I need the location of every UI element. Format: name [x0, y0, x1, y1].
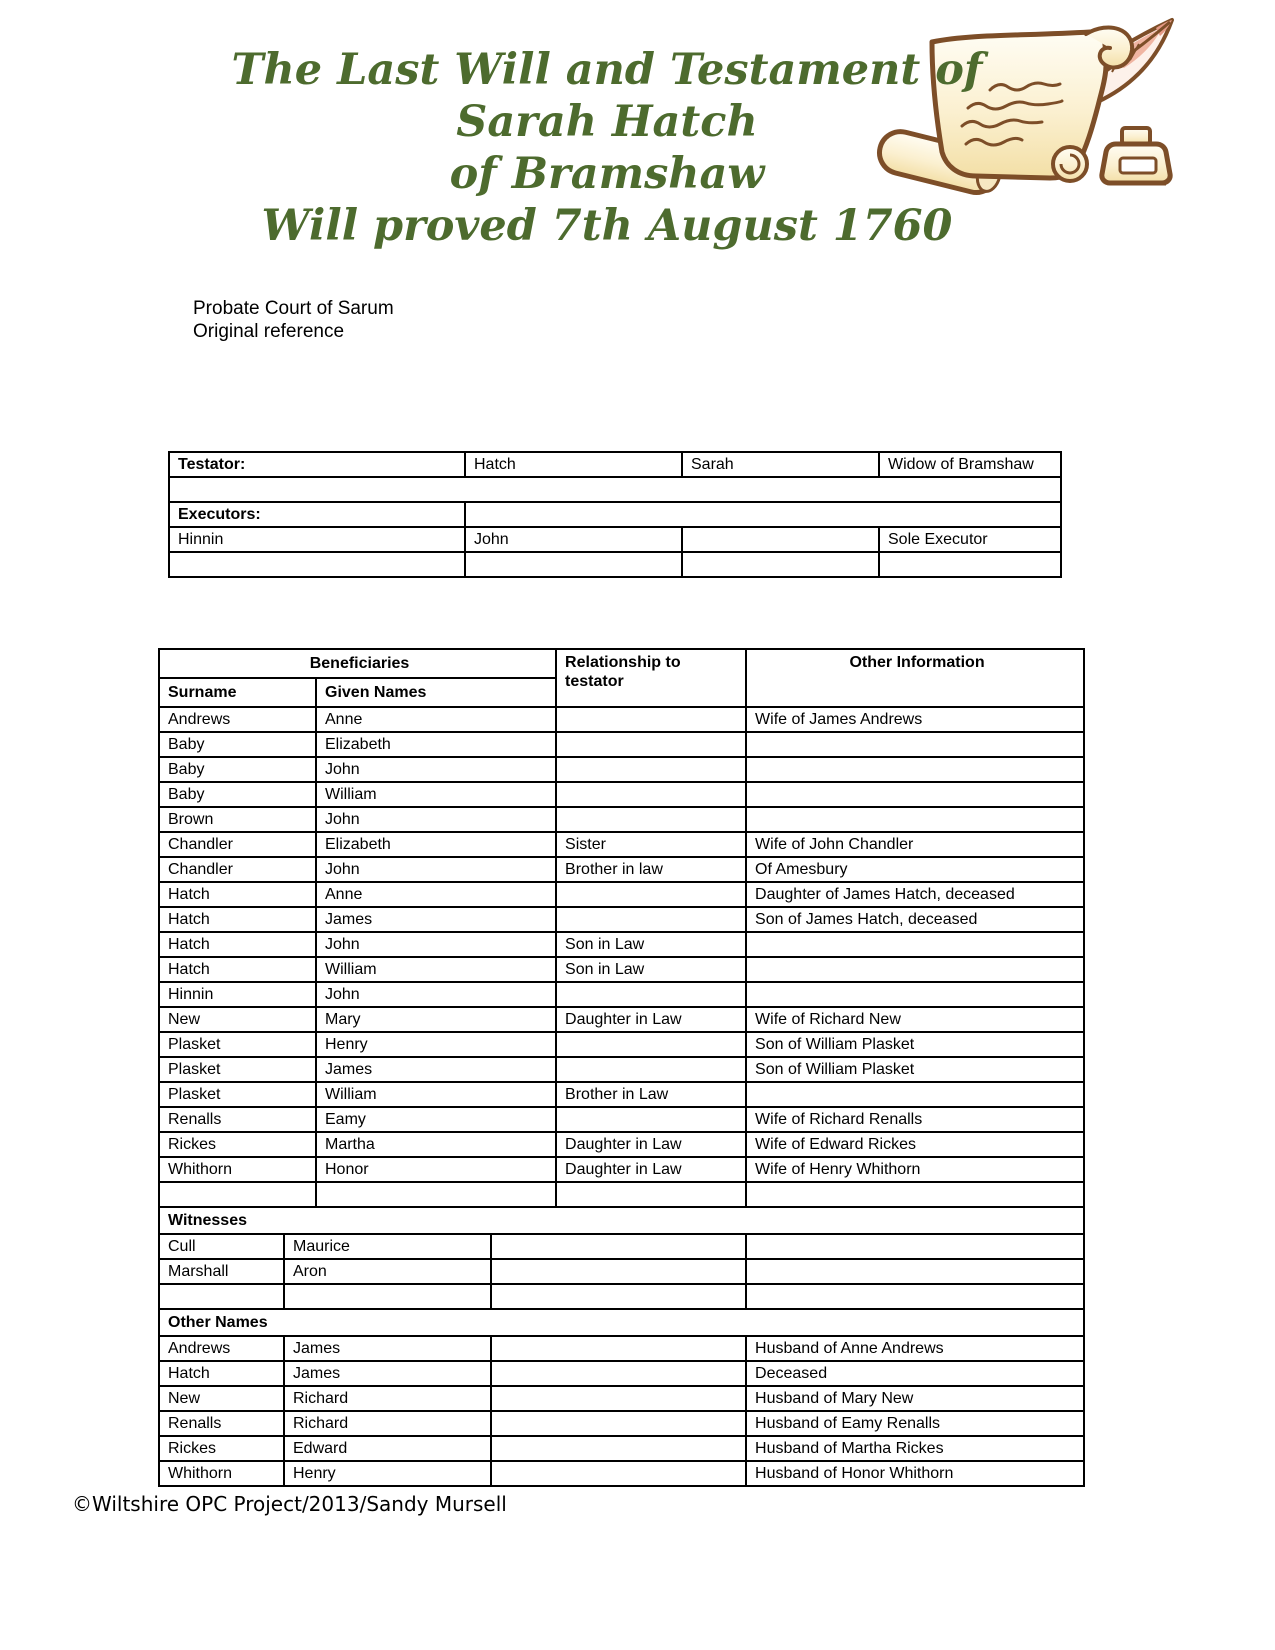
- surname-cell: Cull: [159, 1234, 284, 1259]
- given-name-cell: Martha: [316, 1132, 556, 1157]
- empty-cell: [879, 552, 1061, 577]
- table-row: [159, 1411, 1084, 1436]
- given-name-cell: John: [465, 527, 682, 552]
- surname-cell: Andrews: [159, 707, 316, 732]
- beneficiaries-table: [158, 648, 1085, 1487]
- surname-header-cell: Surname: [159, 678, 316, 707]
- given-name-cell: Elizabeth: [316, 832, 556, 857]
- empty-cell: [491, 1259, 746, 1284]
- other-info-cell: Wife of Richard New: [746, 1007, 1084, 1032]
- table-row: [169, 452, 1061, 477]
- title-line-1: The Last Will and Testament of: [231, 45, 983, 95]
- given-name-cell: Henry: [284, 1461, 491, 1486]
- other-info-cell: Wife of John Chandler: [746, 832, 1084, 857]
- other-info-cell: Wife of James Andrews: [746, 707, 1084, 732]
- table-row: [159, 782, 1084, 807]
- surname-cell: Hatch: [159, 907, 316, 932]
- surname-cell: Plasket: [159, 1032, 316, 1057]
- relationship-cell: [556, 757, 746, 782]
- table-row: [169, 477, 1061, 502]
- given-name-cell: James: [316, 907, 556, 932]
- surname-cell: Baby: [159, 732, 316, 757]
- table-row: [159, 1207, 1084, 1234]
- relationship-cell: Sister: [556, 832, 746, 857]
- table-row: [169, 552, 1061, 577]
- table-row: [159, 1436, 1084, 1461]
- table-row: [159, 1309, 1084, 1336]
- table-row: [159, 982, 1084, 1007]
- relationship-cell: [556, 882, 746, 907]
- source-reference: [193, 297, 394, 343]
- table-row: [159, 1234, 1084, 1259]
- given-name-cell: Anne: [316, 882, 556, 907]
- relationship-cell: [556, 732, 746, 757]
- given-name-cell: Sarah: [682, 452, 879, 477]
- surname-cell: New: [159, 1386, 284, 1411]
- given-name-cell: John: [316, 807, 556, 832]
- table-row: [159, 1157, 1084, 1182]
- other-info-cell: Son of William Plasket: [746, 1057, 1084, 1082]
- empty-cell: [159, 1284, 284, 1309]
- relationship-cell: Brother in law: [556, 857, 746, 882]
- surname-cell: Plasket: [159, 1057, 316, 1082]
- relationship-cell: [556, 707, 746, 732]
- other-info-cell: [746, 732, 1084, 757]
- surname-cell: Baby: [159, 782, 316, 807]
- surname-cell: Hatch: [159, 957, 316, 982]
- table-row: [159, 1082, 1084, 1107]
- other-info-cell: Husband of Mary New: [746, 1386, 1084, 1411]
- surname-cell: Chandler: [159, 857, 316, 882]
- given-name-cell: John: [316, 982, 556, 1007]
- given-name-cell: Richard: [284, 1386, 491, 1411]
- surname-cell: Baby: [159, 757, 316, 782]
- given-name-cell: Honor: [316, 1157, 556, 1182]
- other-info-cell: [746, 957, 1084, 982]
- table-row: [159, 1361, 1084, 1386]
- other-info-cell: Husband of Anne Andrews: [746, 1336, 1084, 1361]
- given-name-cell: Eamy: [316, 1107, 556, 1132]
- relationship-cell: Daughter in Law: [556, 1007, 746, 1032]
- relationship-cell: [556, 782, 746, 807]
- table-row: [159, 1057, 1084, 1082]
- table-row: [159, 757, 1084, 782]
- relationship-cell: [556, 1057, 746, 1082]
- given-name-cell: Mary: [316, 1007, 556, 1032]
- table-row: [159, 1461, 1084, 1486]
- given-name-cell: Maurice: [284, 1234, 491, 1259]
- relationship-cell: Daughter in Law: [556, 1132, 746, 1157]
- empty-cell: [159, 1182, 316, 1207]
- given-name-cell: James: [284, 1361, 491, 1386]
- surname-cell: Hatch: [159, 882, 316, 907]
- empty-cell: [682, 552, 879, 577]
- surname-cell: Andrews: [159, 1336, 284, 1361]
- table-row: [159, 1032, 1084, 1057]
- original-reference-line: Original reference: [193, 321, 345, 342]
- empty-cell: [491, 1436, 746, 1461]
- given-name-cell: Richard: [284, 1411, 491, 1436]
- given-name-cell: Edward: [284, 1436, 491, 1461]
- given-name-cell: Elizabeth: [316, 732, 556, 757]
- other-info-cell: Deceased: [746, 1361, 1084, 1386]
- given-name-cell: William: [316, 1082, 556, 1107]
- empty-cell: [746, 1182, 1084, 1207]
- given-name-cell: James: [284, 1336, 491, 1361]
- given-name-cell: John: [316, 932, 556, 957]
- given-name-cell: James: [316, 1057, 556, 1082]
- surname-cell: Rickes: [159, 1436, 284, 1461]
- surname-cell: Hatch: [159, 1361, 284, 1386]
- table-row: [159, 732, 1084, 757]
- empty-cell: [316, 1182, 556, 1207]
- relationship-cell: [556, 907, 746, 932]
- relationship-header-cell: Relationship to testator: [556, 649, 746, 707]
- empty-cell: [491, 1461, 746, 1486]
- other-info-cell: Of Amesbury: [746, 857, 1084, 882]
- other-info-cell: [746, 1082, 1084, 1107]
- table-row: [159, 1386, 1084, 1411]
- given-name-cell: Anne: [316, 707, 556, 732]
- empty-cell: [465, 552, 682, 577]
- table-row: [159, 857, 1084, 882]
- testator-table: [168, 451, 1062, 578]
- surname-cell: Whithorn: [159, 1157, 316, 1182]
- empty-cell: [746, 1259, 1084, 1284]
- table-row: [159, 932, 1084, 957]
- relationship-cell: Son in Law: [556, 957, 746, 982]
- other-info-cell: Daughter of James Hatch, deceased: [746, 882, 1084, 907]
- other-names-section-header: Other Names: [159, 1309, 1084, 1336]
- table-row: [169, 527, 1061, 552]
- table-row: [159, 832, 1084, 857]
- title-line-3: of Bramshaw: [449, 149, 765, 199]
- given-names-header-cell: Given Names: [316, 678, 556, 707]
- other-info-cell: Husband of Eamy Renalls: [746, 1411, 1084, 1436]
- surname-cell: Marshall: [159, 1259, 284, 1284]
- beneficiaries-header-cell: Beneficiaries: [159, 649, 556, 678]
- table-row: [159, 807, 1084, 832]
- surname-cell: Brown: [159, 807, 316, 832]
- other-info-cell: [746, 807, 1084, 832]
- surname-cell: Renalls: [159, 1107, 316, 1132]
- given-name-cell: Aron: [284, 1259, 491, 1284]
- relationship-cell: [556, 982, 746, 1007]
- other-info-cell: Wife of Richard Renalls: [746, 1107, 1084, 1132]
- relationship-cell: Son in Law: [556, 932, 746, 957]
- other-info-cell: Son of James Hatch, deceased: [746, 907, 1084, 932]
- empty-cell: [491, 1411, 746, 1436]
- table-row: [159, 1007, 1084, 1032]
- inkwell-icon: [1102, 128, 1170, 183]
- surname-cell: Whithorn: [159, 1461, 284, 1486]
- empty-cell: [284, 1284, 491, 1309]
- relationship-cell: [556, 1032, 746, 1057]
- table-row: [169, 502, 1061, 527]
- table-row: [159, 649, 1084, 678]
- title-line-2: Sarah Hatch: [456, 97, 758, 147]
- table-row: [159, 957, 1084, 982]
- empty-cell: [682, 527, 879, 552]
- witnesses-section-header: Witnesses: [159, 1207, 1084, 1234]
- other-info-cell: Wife of Henry Whithorn: [746, 1157, 1084, 1182]
- table-row: [159, 1336, 1084, 1361]
- table-row: [159, 1107, 1084, 1132]
- given-name-cell: John: [316, 757, 556, 782]
- empty-cell: [491, 1386, 746, 1411]
- other-information-header-cell: Other Information: [746, 649, 1084, 707]
- relationship-cell: Brother in Law: [556, 1082, 746, 1107]
- empty-cell: [491, 1361, 746, 1386]
- table-row: [159, 907, 1084, 932]
- other-info-cell: [746, 932, 1084, 957]
- copyright-footer: ©Wiltshire OPC Project/2013/Sandy Mursell: [72, 1492, 507, 1516]
- surname-cell: Renalls: [159, 1411, 284, 1436]
- empty-cell: [746, 1284, 1084, 1309]
- other-info-cell: Sole Executor: [879, 527, 1061, 552]
- other-info-cell: Husband of Honor Whithorn: [746, 1461, 1084, 1486]
- given-name-cell: William: [316, 957, 556, 982]
- probate-court-line: Probate Court of Sarum: [193, 298, 394, 319]
- other-info-cell: Son of William Plasket: [746, 1032, 1084, 1057]
- empty-cell: [556, 1182, 746, 1207]
- surname-cell: Hinnin: [169, 527, 465, 552]
- surname-cell: Rickes: [159, 1132, 316, 1157]
- empty-cell: [746, 1234, 1084, 1259]
- surname-cell: New: [159, 1007, 316, 1032]
- surname-cell: Chandler: [159, 832, 316, 857]
- table-row: [159, 1182, 1084, 1207]
- empty-cell: [169, 552, 465, 577]
- table-row: [159, 882, 1084, 907]
- empty-cell: [169, 477, 1061, 502]
- given-name-cell: William: [316, 782, 556, 807]
- other-info-cell: [746, 982, 1084, 1007]
- surname-cell: Hinnin: [159, 982, 316, 1007]
- surname-cell: Plasket: [159, 1082, 316, 1107]
- relationship-cell: Daughter in Law: [556, 1157, 746, 1182]
- empty-cell: [491, 1336, 746, 1361]
- testator-label-cell: Testator:: [169, 452, 465, 477]
- given-name-cell: John: [316, 857, 556, 882]
- other-info-cell: [746, 782, 1084, 807]
- other-info-cell: [746, 757, 1084, 782]
- other-info-cell: Wife of Edward Rickes: [746, 1132, 1084, 1157]
- empty-cell: [491, 1234, 746, 1259]
- table-row: [159, 1259, 1084, 1284]
- document-title: [207, 44, 1007, 252]
- relationship-cell: [556, 807, 746, 832]
- surname-cell: Hatch: [465, 452, 682, 477]
- table-row: [159, 1284, 1084, 1309]
- empty-cell: [465, 502, 1061, 527]
- given-name-cell: Henry: [316, 1032, 556, 1057]
- executors-label-cell: Executors:: [169, 502, 465, 527]
- other-info-cell: Widow of Bramshaw: [879, 452, 1061, 477]
- relationship-cell: [556, 1107, 746, 1132]
- table-row: [159, 707, 1084, 732]
- other-info-cell: Husband of Martha Rickes: [746, 1436, 1084, 1461]
- surname-cell: Hatch: [159, 932, 316, 957]
- empty-cell: [491, 1284, 746, 1309]
- table-row: [159, 1132, 1084, 1157]
- title-line-4: Will proved 7th August 1760: [261, 201, 953, 251]
